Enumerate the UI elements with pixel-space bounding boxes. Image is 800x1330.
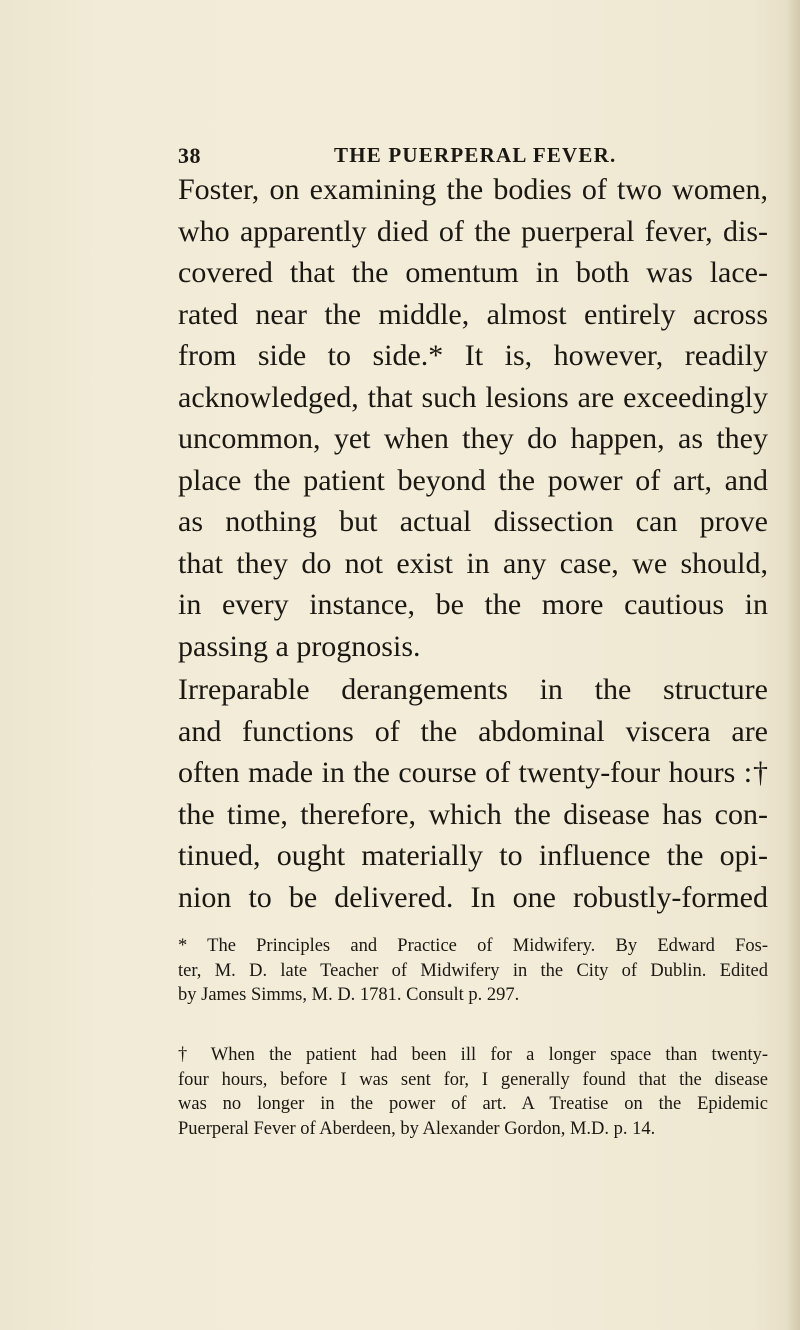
text-line: Irreparable derangements in the structure bbox=[178, 673, 768, 706]
footnote-line: † When the patient had been ill for a longer space than twenty- bbox=[178, 1045, 768, 1065]
footnote-line: four hours, before I was sent for, I generally found that the disease bbox=[178, 1069, 768, 1090]
footnote-1 bbox=[178, 934, 768, 1008]
footnote-line: was no longer in the power of art. A Treatise on the Epidemic bbox=[178, 1094, 768, 1114]
text-line: often made in the course of twenty-four hours :† bbox=[178, 756, 768, 789]
text-line: passing a prognosis. bbox=[178, 629, 421, 663]
text-line: Foster, on examining the bodies of two women, bbox=[178, 173, 768, 206]
paragraph-2 bbox=[178, 669, 768, 918]
text-line: who apparently died of the puerperal fever, dis- bbox=[178, 214, 768, 248]
page-number: 38 bbox=[178, 143, 201, 168]
footnote-2 bbox=[178, 1043, 768, 1141]
text-line: from side to side.* It is, however, readily bbox=[178, 339, 768, 372]
text-line: and functions of the abdominal viscera are bbox=[178, 714, 768, 748]
text-line: covered that the omentum in both was lace- bbox=[178, 256, 768, 289]
text-line: that they do not exist in any case, we should, bbox=[178, 546, 768, 580]
running-title: THE PUERPERAL FEVER. bbox=[334, 143, 617, 167]
text-line: the time, therefore, which the disease has con- bbox=[178, 797, 768, 831]
footnote-line: * The Principles and Practice of Midwifery. By Edward Fos- bbox=[178, 936, 768, 956]
footnote-line: by James Simms, M. D. 1781. Consult p. 297. bbox=[178, 985, 520, 1005]
text-line: as nothing but actual dissection can prove bbox=[178, 505, 768, 538]
paragraph-1 bbox=[178, 169, 768, 667]
text-line: uncommon, yet when they do happen, as they bbox=[178, 422, 768, 455]
footnote-line: ter, M. D. late Teacher of Midwifery in the City of Dublin. Edited bbox=[178, 960, 768, 981]
footnote-line: Puerperal Fever of Aberdeen, by Alexander Gordon, M.D. p. 14. bbox=[178, 1118, 656, 1139]
text-line: nion to be delivered. In one robustly-formed bbox=[178, 880, 768, 914]
text-line: acknowledged, that such lesions are exceedingly bbox=[178, 380, 768, 414]
page-edge-shadow bbox=[786, 0, 800, 1330]
text-line: rated near the middle, almost entirely across bbox=[178, 297, 768, 331]
text-line: tinued, ought materially to influence the opi- bbox=[178, 839, 768, 872]
text-line: place the patient beyond the power of art, and bbox=[178, 463, 768, 497]
text-line: in every instance, be the more cautious in bbox=[178, 588, 768, 621]
